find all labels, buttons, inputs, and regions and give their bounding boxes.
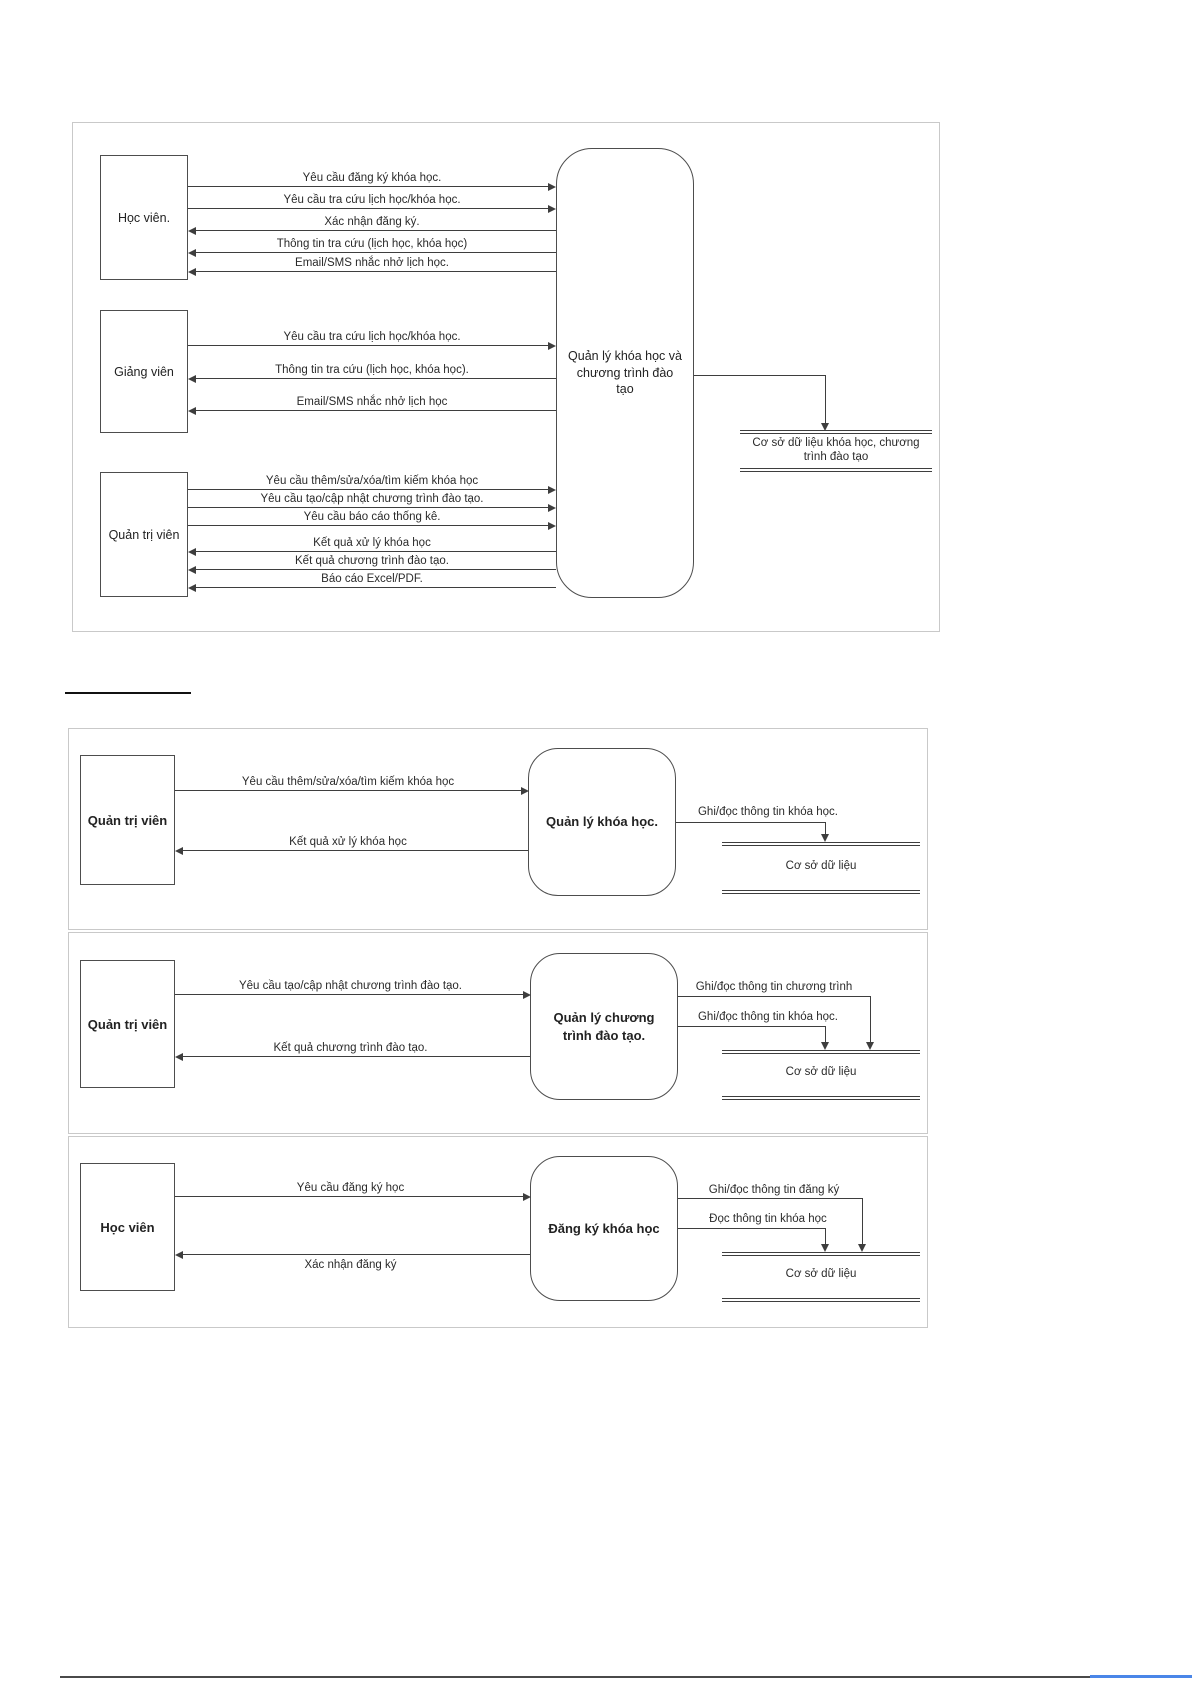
flow-line [188,208,548,209]
dfd-course-panel [68,728,928,930]
flow-label-program-store: Ghi/đọc thông tin chương trình [695,981,853,993]
flow-label-program-course-store: Ghi/đọc thông tin khóa học. [697,1011,838,1023]
process-program-management-label: Quản lý chương trình đào tạo. [553,1009,655,1043]
datastore-line [740,468,932,472]
datastore-line [722,1252,920,1256]
entity-admin-dfd2 [80,960,175,1088]
store-connector-line [862,1198,863,1244]
flow-label-lecturer-reminder: Email/SMS nhắc nhở lịch học [296,396,448,408]
entity-admin [100,472,188,597]
flow-label-register-store: Ghi/đọc thông tin đăng ký [708,1184,840,1196]
datastore-db-label-dfd1: Cơ sở dữ liệu [785,860,857,872]
arrowhead-down [821,834,829,842]
flow-line [196,587,556,588]
flow-line [196,551,556,552]
flow-label-lecturer-lookup: Yêu cầu tra cứu lịch học/khóa học. [283,331,461,343]
flow-label-course-request: Yêu cầu thêm/sửa/xóa/tìm kiếm khóa học [241,776,455,788]
flow-label-register-confirm: Xác nhận đăng ký [304,1259,397,1271]
entity-student-dfd3-label: Học viên [100,1219,155,1235]
flow-label-course-store: Ghi/đọc thông tin khóa học. [697,806,838,818]
store-connector-line [825,375,826,423]
flow-label-program-request: Yêu cầu tạo/cập nhật chương trình đào tạo. [238,980,463,992]
section-heading-underline [65,692,191,694]
flow-label-student-lookup: Yêu cầu tra cứu lịch học/khóa học. [283,194,461,206]
arrowhead-down [821,423,829,431]
flow-label-program-result: Kết quả chương trình đào tạo. [273,1042,428,1054]
store-connector-line [825,822,826,834]
flow-line [196,252,556,253]
entity-student [100,155,188,280]
flow-line [175,994,523,995]
arrowhead-right [523,991,531,999]
entity-student-dfd3 [80,1163,175,1291]
flow-line [183,1056,530,1057]
page-bottom-divider [60,1676,1090,1678]
flow-line [188,489,548,490]
flow-line [196,410,556,411]
process-course-and-program-management [556,148,694,598]
process-course-management-label: Quản lý khóa học. [546,814,658,830]
flow-label-register-request: Yêu cầu đăng ký học [296,1182,405,1194]
flow-label-admin-crud: Yêu cầu thêm/sửa/xóa/tìm kiếm khóa học [265,475,479,487]
flow-line [188,345,548,346]
flow-line [183,850,528,851]
flow-label-admin-report-result: Báo cáo Excel/PDF. [321,573,423,585]
arrowhead-right [523,1193,531,1201]
datastore-db-label-dfd3: Cơ sở dữ liệu [785,1268,857,1280]
store-connector-line [870,996,871,1042]
flow-line [196,569,556,570]
flow-line [196,230,556,231]
flow-label-admin-program-result: Kết quả chương trình đào tạo. [295,555,449,567]
datastore-line [722,890,920,894]
datastore-line [740,430,932,434]
entity-admin-dfd1-label: Quản trị viên [87,812,168,828]
arrowhead-down [866,1042,874,1050]
store-connector-line [825,1026,826,1042]
datastore-db-label-dfd2: Cơ sở dữ liệu [785,1066,857,1078]
flow-label-admin-program: Yêu cầu tạo/cập nhật chương trình đào tạo. [260,493,484,505]
arrowhead-left [175,1251,183,1259]
datastore-line [722,842,920,846]
datastore-line [722,1298,920,1302]
flow-label-student-confirm: Xác nhận đăng ký. [324,216,420,228]
datastore-line [722,1050,920,1054]
flow-label-admin-report: Yêu cầu báo cáo thống kê. [303,511,441,523]
datastore-line [722,1096,920,1100]
flow-line [183,1254,530,1255]
store-connector-line [678,996,870,997]
flow-line [188,186,548,187]
flow-label-student-register: Yêu cầu đăng ký khóa học. [302,172,442,184]
arrowhead-down [821,1042,829,1050]
entity-admin-dfd2-label: Quản trị viên [87,1016,168,1032]
store-connector-line [676,822,825,823]
arrowhead-right [521,787,529,795]
store-connector-line [825,1228,826,1244]
store-connector-line [678,1228,825,1229]
datastore-course-db-label: Cơ sở dữ liệu khóa học, chương trình đào tạo [752,437,920,463]
process-program-management [530,953,678,1100]
flow-line [196,271,556,272]
flow-label-course-result: Kết quả xử lý khóa học [289,836,407,848]
arrowhead-down [858,1244,866,1252]
flow-line [196,378,556,379]
entity-lecturer-label: Giảng viên [114,364,174,379]
store-connector-line [678,1198,862,1199]
flow-line [188,507,548,508]
flow-line [188,525,548,526]
store-connector-line [694,375,825,376]
flow-label-register-course-store: Đọc thông tin khóa học [709,1213,827,1225]
process-course-registration-label: Đăng ký khóa học [548,1220,660,1236]
flow-label-admin-course-result: Kết quả xử lý khóa học [313,537,431,549]
entity-student-label: Học viên. [117,210,171,225]
flow-line [175,790,521,791]
entity-admin-label: Quản trị viên [108,527,180,542]
flow-line [175,1196,523,1197]
dfd-program-panel [68,932,928,1134]
arrowhead-down [821,1244,829,1252]
flow-label-lecturer-info: Thông tin tra cứu (lịch học, khóa học). [275,364,469,376]
flow-label-student-reminder: Email/SMS nhắc nhở lịch học. [295,257,449,269]
process-course-management [528,748,676,896]
process-course-registration [530,1156,678,1301]
entity-admin-dfd1 [80,755,175,885]
flow-label-student-info: Thông tin tra cứu (lịch học, khóa học) [276,238,468,250]
process-course-and-program-management-label: Quản lý khóa học và chương trình đào tạo [568,348,682,397]
store-connector-line [678,1026,825,1027]
page-bottom-accent [1090,1675,1192,1678]
entity-lecturer [100,310,188,433]
